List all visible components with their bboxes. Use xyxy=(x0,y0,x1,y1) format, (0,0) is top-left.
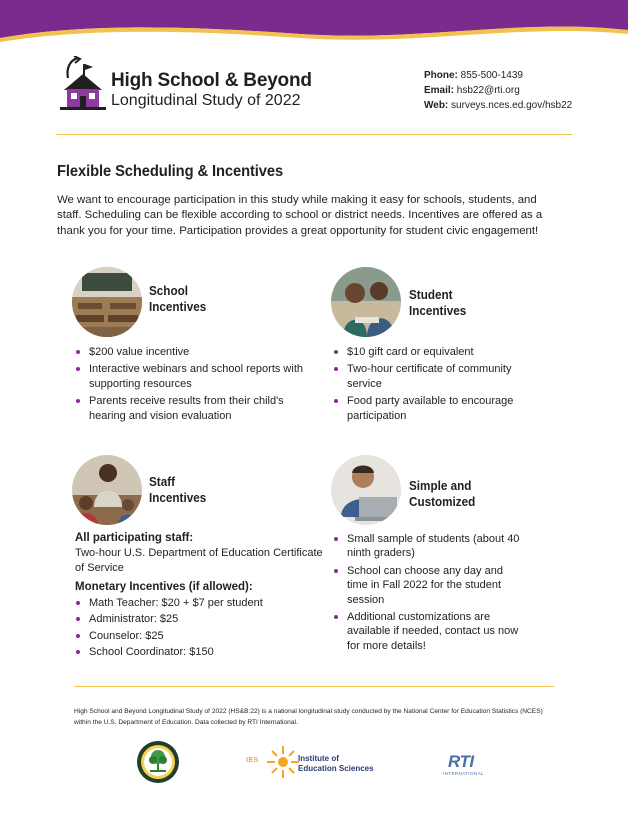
student-incentives-heading xyxy=(409,287,466,319)
logo-subtitle: Longitudinal Study of 2022 xyxy=(111,92,301,109)
ies-line1: Institute of xyxy=(298,754,339,763)
phone-label: Phone: xyxy=(424,70,458,81)
list-item: Interactive webinars and school reports with supporting resources xyxy=(75,362,315,391)
ies-name xyxy=(298,754,374,773)
staff-incentives-list xyxy=(75,596,325,660)
schoolhouse-icon xyxy=(60,56,106,110)
school-heading-line2: Incentives xyxy=(149,299,207,314)
web-link[interactable]: surveys.nces.ed.gov/hsb22 xyxy=(451,100,573,111)
footer-disclaimer: High School and Beyond Longitudinal Study of 2022 (HS&B:22) is a national longitudinal study conducted by the National Center for Education Statistics (NCES) within the U.S. Department of Education. Data collected by RTI International. xyxy=(74,708,543,726)
phone-row xyxy=(424,68,572,83)
school-incentives-heading xyxy=(149,283,206,315)
staff-incentives-details xyxy=(75,531,325,662)
classroom-photo xyxy=(72,267,142,337)
web-row xyxy=(424,98,572,113)
list-item: Food party available to encourage participation xyxy=(333,394,533,423)
email-label: Email: xyxy=(424,85,455,96)
rti-subtext: INTERNATIONAL xyxy=(443,771,484,776)
school-heading-line1: School xyxy=(149,283,189,298)
list-item: $10 gift card or equivalent xyxy=(333,345,533,359)
divider-bottom xyxy=(74,686,554,687)
list-item: School can choose any day and time in Fall 2022 for the student session xyxy=(333,564,523,607)
list-item: School Coordinator: $150 xyxy=(75,645,325,659)
list-item: Small sample of students (about 40 ninth graders) xyxy=(333,532,523,561)
list-item: Two-hour certificate of community service xyxy=(333,362,533,391)
divider-top xyxy=(56,134,572,135)
staff-incentives-heading xyxy=(149,474,206,506)
email-link[interactable]: hsb22@rti.org xyxy=(456,85,520,96)
intro-paragraph: We want to encourage participation in this study while making it easy for schools, students, and staff. Scheduling can be flexible according to school or district needs. Incentives are offered as a thank you for your time. Participation provides a great opportunity for student civic engagement! xyxy=(57,194,543,237)
all-staff-text: Two-hour U.S. Department of Education Certificate of Service xyxy=(75,547,323,574)
hsb-logo xyxy=(60,56,350,116)
web-label: Web: xyxy=(424,100,449,111)
ies-abbreviation: IES xyxy=(246,757,259,764)
simple-heading-line2: Customized xyxy=(409,494,476,509)
contact-info xyxy=(424,68,572,113)
list-item: Parents receive results from their child's hearing and vision evaluation xyxy=(75,394,315,423)
ies-line2: Education Sciences xyxy=(298,763,374,773)
logo-title: High School & Beyond xyxy=(111,70,312,91)
list-item: Additional customizations are available if needed, contact us now for more details! xyxy=(333,610,523,653)
page-title: Flexible Scheduling & Incentives xyxy=(57,163,284,180)
student-laptop-photo xyxy=(331,455,401,525)
list-item: Math Teacher: $20 + $7 per student xyxy=(75,596,325,610)
students-photo xyxy=(331,267,401,337)
student-heading-line1: Student xyxy=(409,287,453,302)
simple-customized-list xyxy=(333,532,523,656)
email-row xyxy=(424,83,572,98)
student-incentives-list xyxy=(333,345,533,426)
list-item: $200 value incentive xyxy=(75,345,315,359)
list-item: Counselor: $25 xyxy=(75,629,325,643)
simple-customized-heading xyxy=(409,478,475,510)
staff-heading-line1: Staff xyxy=(149,474,176,489)
department-of-education-seal-icon xyxy=(136,740,180,784)
staff-heading-line2: Incentives xyxy=(149,490,207,505)
all-staff-label: All participating staff: xyxy=(75,532,194,544)
simple-heading-line1: Simple and xyxy=(409,478,472,493)
monetary-label: Monetary Incentives (if allowed): xyxy=(75,581,253,593)
teacher-photo xyxy=(72,455,142,525)
phone-value: 855-500-1439 xyxy=(460,70,523,81)
list-item: Administrator: $25 xyxy=(75,612,325,626)
header-wave-banner xyxy=(0,0,628,48)
school-incentives-list xyxy=(75,345,315,426)
student-heading-line2: Incentives xyxy=(409,303,467,318)
rti-logo: RTI xyxy=(448,752,474,771)
